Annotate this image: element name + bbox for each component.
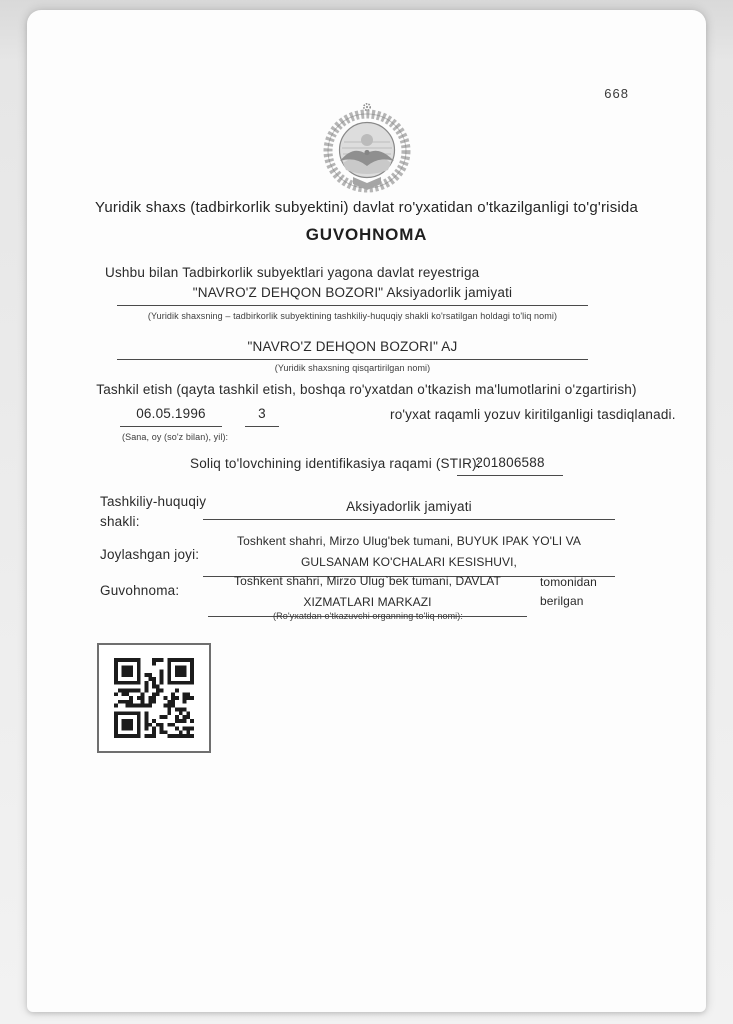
- qr-code: [97, 643, 211, 753]
- issuer-value: Toshkent shahri, Mirzo Ulug`bek tumani, DAVLAT XIZMATLARI MARKAZI: [234, 574, 501, 609]
- stir-value: 201806588: [475, 455, 545, 470]
- short-name-caption: (Yuridik shaxsning qisqartirilgan nomi): [274, 363, 431, 373]
- issuer-suffix-text: tomonidan berilgan: [540, 575, 597, 608]
- location-field: [203, 531, 615, 577]
- intro-sentence: Ushbu bilan Tadbirkorlik subyektlari yagona davlat reyestriga: [105, 265, 480, 280]
- registration-number-field: [245, 405, 279, 427]
- issuer-label: Guvohnoma:: [100, 583, 180, 598]
- stir-label: Soliq to'lovchining identifikasiya raqami (STIR):: [190, 456, 481, 471]
- registration-number-value: 3: [258, 406, 266, 421]
- stir-field: [457, 454, 563, 476]
- location-value: Toshkent shahri, Mirzo Ulug'bek tumani, BUYUK IPAK YO'LI VA GULSANAM KO'CHALARI KESISHUVI,: [237, 534, 581, 569]
- scanned-certificate-page: [27, 10, 706, 1012]
- action-line: Tashkil etish (qayta tashkil etish, boshqa ro'yxatdan o'tkazish ma'lumotlarini o'zgartirish): [96, 382, 637, 397]
- issuer-field: [208, 571, 527, 617]
- short-name-field: [117, 338, 588, 360]
- document-type-heading: GUVOHNOMA: [305, 225, 428, 244]
- full-name-field: [117, 284, 588, 306]
- legal-form-field: [203, 498, 615, 520]
- location-label: Joylashgan joyi:: [100, 547, 200, 562]
- document-title: Yuridik shaxs (tadbirkorlik subyektini) davlat ro'yxatidan o'tkazilganligi to'g'risida: [94, 199, 639, 216]
- legal-form-value: Aksiyadorlik jamiyati: [346, 499, 472, 514]
- full-name-value: "NAVRO'Z DEHQON BOZORI" Aksiyadorlik jamiyati: [192, 285, 513, 300]
- short-name-value: "NAVRO'Z DEHQON BOZORI" AJ: [247, 339, 458, 354]
- registration-confirm-text: ro'yxat raqamli yozuv kiritilganligi tasdiqlanadi.: [390, 407, 676, 422]
- registration-date-value: 06.05.1996: [136, 406, 206, 421]
- state-emblem-icon: [27, 100, 706, 196]
- page-number: 668: [604, 86, 629, 101]
- full-name-caption: (Yuridik shaxsning – tadbirkorlik subyektining tashkiliy-huquqiy shakli ko'rsatilgan holdagi to'liq nomi): [147, 311, 558, 321]
- registration-date-caption: (Sana, oy (so'z bilan), yil):: [122, 432, 229, 442]
- issuer-caption: (Ro'yxatdan o'tkazuvchi organning to'liq nomi):: [273, 611, 463, 621]
- legal-form-label: Tashkiliy-huquqiy shakli:: [100, 494, 207, 529]
- registration-date-field: [120, 405, 222, 427]
